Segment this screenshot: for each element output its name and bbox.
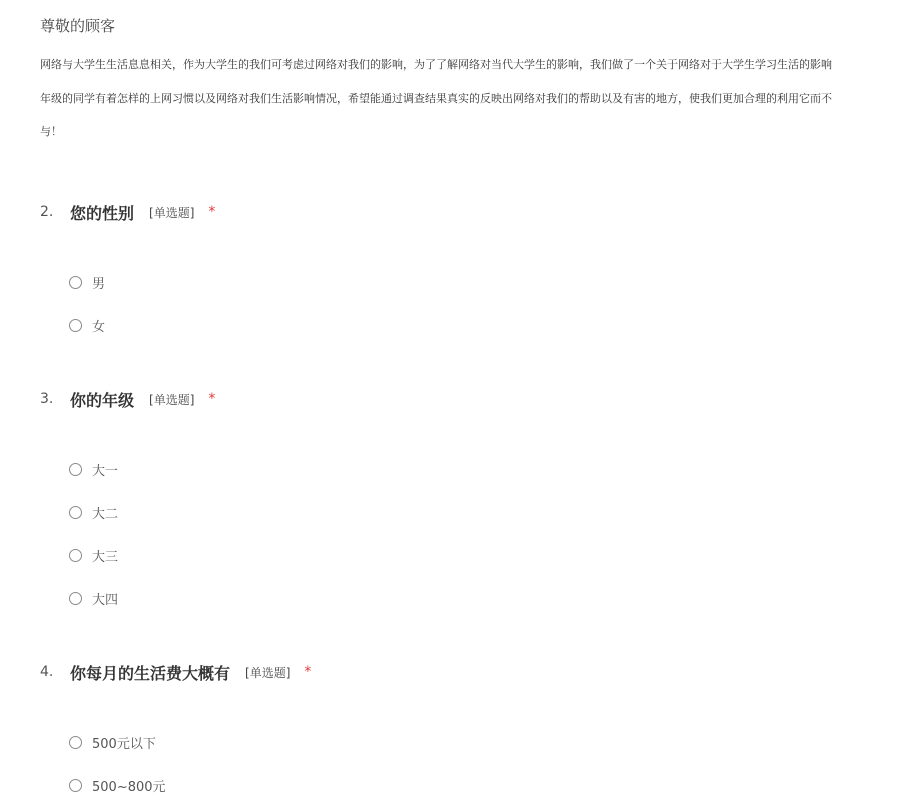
required-marker: * xyxy=(304,664,312,680)
question-number: 3. xyxy=(40,391,54,407)
question-number: 4. xyxy=(40,664,54,680)
radio-button[interactable] xyxy=(69,319,82,332)
question-type-label: [单选题] xyxy=(149,392,195,407)
question-title: 您的性别 xyxy=(70,203,135,223)
radio-button[interactable] xyxy=(69,736,82,749)
option-label: 男 xyxy=(92,276,106,292)
option-expenses-under-500[interactable] xyxy=(69,732,156,752)
question-type-label: [单选题] xyxy=(149,205,195,220)
question-grade-header xyxy=(40,387,215,411)
option-grade-3[interactable] xyxy=(69,545,118,565)
question-type-label: [单选题] xyxy=(245,665,291,680)
radio-button[interactable] xyxy=(69,592,82,605)
question-living-expenses-header xyxy=(40,660,311,684)
option-label: 大一 xyxy=(92,463,119,479)
question-gender-header xyxy=(40,200,215,224)
option-label: 大二 xyxy=(92,506,119,522)
radio-button[interactable] xyxy=(69,506,82,519)
radio-button[interactable] xyxy=(69,276,82,289)
option-grade-2[interactable] xyxy=(69,502,118,522)
option-label: 女 xyxy=(92,319,106,335)
survey-intro-line-2: 年级的同学有着怎样的上网习惯以及网络对我们生活影响情况，希望能通过调查结果真实的反映出网络对我们的帮助以及有害的地方，使我们更加合理的利用它而不 xyxy=(40,92,832,105)
radio-button[interactable] xyxy=(69,779,82,792)
survey-intro-line-1: 网络与大学生生活息息相关，作为大学生的我们可考虑过网络对我们的影响，为了了解网络对当代大学生的影响，我们做了一个关于网络对于大学生学习生活的影响 xyxy=(40,58,832,71)
survey-intro-line-3: 与！ xyxy=(40,125,62,138)
question-title: 你每月的生活费大概有 xyxy=(70,663,231,683)
option-label: 500元以下 xyxy=(92,736,156,752)
radio-button[interactable] xyxy=(69,463,82,476)
radio-button[interactable] xyxy=(69,549,82,562)
option-grade-4[interactable] xyxy=(69,588,118,608)
option-label: 大四 xyxy=(92,592,119,608)
question-title: 你的年级 xyxy=(70,390,135,410)
option-gender-male[interactable] xyxy=(69,272,105,292)
required-marker: * xyxy=(208,204,216,220)
option-expenses-500-800[interactable] xyxy=(69,775,166,795)
option-label: 大三 xyxy=(92,549,119,565)
question-number: 2. xyxy=(40,204,54,220)
option-label: 500~800元 xyxy=(92,779,166,795)
survey-greeting: 尊敬的顾客 xyxy=(40,17,116,35)
option-gender-female[interactable] xyxy=(69,315,105,335)
required-marker: * xyxy=(208,391,216,407)
option-grade-1[interactable] xyxy=(69,459,118,479)
